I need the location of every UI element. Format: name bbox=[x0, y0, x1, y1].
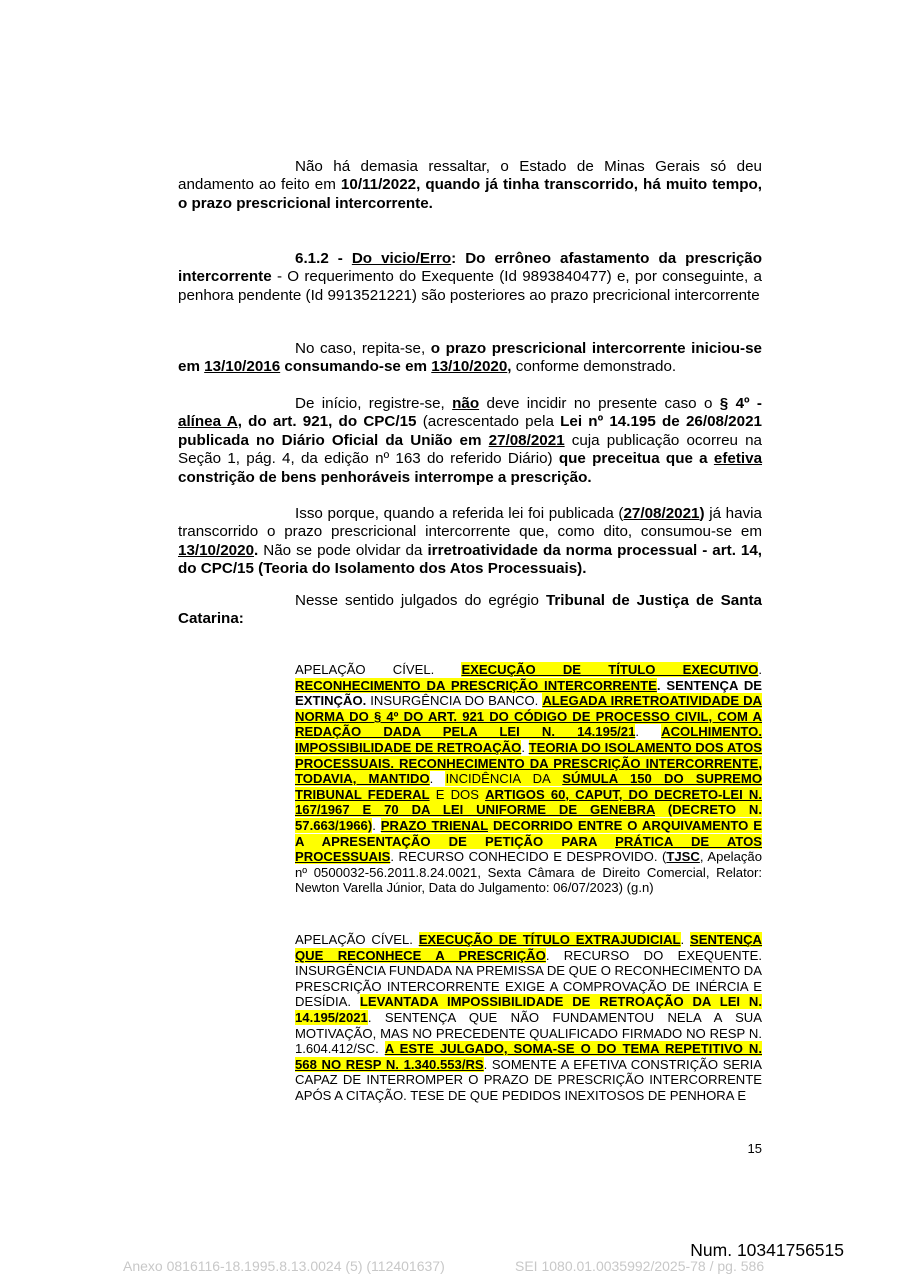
footer-right: SEI 1080.01.0035992/2025-78 / pg. 586 bbox=[515, 1258, 765, 1274]
footer-left: Anexo 0816116-18.1995.8.13.0024 (5) (112401637) bbox=[123, 1258, 445, 1274]
paragraph-5: Isso porque, quando a referida lei foi publicada (27/08/2021) já havia transcorrido o prazo prescricional intercorrente que, como dito, consumou-se em 13/10/2020. Não se pode olvidar da irretroatividade da norma processual - art. 14, do CPC/15 (Teoria do Isolamento dos Atos Processuais). bbox=[178, 505, 763, 578]
case-quote-1: APELAÇÃO CÍVEL. EXECUÇÃO DE TÍTULO EXECUTIVO. RECONHECIMENTO DA PRESCRIÇÃO INTERCORRENTE. SENTENÇA DE EXTINÇÃO. INSURGÊNCIA DO BANCO. ALEGADA IRRETROATIVIDADE DA NORMA DO § 4º DO ART. 921 DO CÓDIGO DE PROCESSO CIVIL, COM A REDAÇÃO DADA PELA LEI N. 14.195/21. ACOLHIMENTO. IMPOSSIBILIDADE DE RETROAÇÃO. TEORIA DO ISOLAMENTO DOS ATOS PROCESSUAIS. RECONHECIMENTO DA PRESCRIÇÃO INTERCORRENTE, TODAVIA, MANTIDO. INCIDÊNCIA DA SÚMULA 150 DO SUPREMO TRIBUNAL FEDERAL E DOS ARTIGOS 60, CAPUT, DO DECRETO-LEI N. 167/1967 E 70 DA LEI UNIFORME DE GENEBRA (DECRETO N. 57.663/1966). PRAZO TRIENAL DECORRIDO ENTRE O ARQUIVAMENTO E A APRESENTAÇÃO DE PETIÇÃO PARA PRÁTICA DE ATOS PROCESSUAIS. RECURSO CONHECIDO E DESPROVIDO. (TJSC, Apelação nº 0500032-56.2011.8.24.0021, Sexta Câmara de Direito Comercial, Relator: Newton Varella Júnior, Data do Julgamento: 06/07/2023) (g.n) bbox=[295, 662, 763, 896]
paragraph-3: No caso, repita-se, o prazo prescricional intercorrente iniciou-se em 13/10/2016 consumando-se em 13/10/2020, conforme demonstrado. bbox=[178, 340, 763, 376]
paragraph-2: 6.1.2 - Do vicio/Erro: Do errôneo afastamento da prescrição intercorrente - O requerimento do Exequente (Id 9893840477) e, por conseguinte, a penhora pendente (Id 9913521221) são posteriores ao prazo precricional intercorrente bbox=[178, 250, 763, 304]
document-number: Num. 10341756515 bbox=[690, 1240, 844, 1260]
paragraph-1: Não há demasia ressaltar, o Estado de Minas Gerais só deu andamento ao feito em 10/11/2022, quando já tinha transcorrido, há muito tempo, o prazo prescricional intercorrente. bbox=[178, 158, 762, 212]
paragraph-6: Nesse sentido julgados do egrégio Tribunal de Justiça de Santa Catarina: bbox=[178, 592, 762, 628]
case-quote-2: APELAÇÃO CÍVEL. EXECUÇÃO DE TÍTULO EXTRAJUDICIAL. SENTENÇA QUE RECONHECE A PRESCRIÇÃO. RECURSO DO EXEQUENTE. INSURGÊNCIA FUNDADA NA PREMISSA DE QUE O RECONHECIMENTO DA PRESCRIÇÃO INTERCORRENTE EXIGE A COMPROVAÇÃO DE INÉRCIA E DESÍDIA. LEVANTADA IMPOSSIBILIDADE DE RETROAÇÃO DA LEI N. 14.195/2021. SENTENÇA QUE NÃO FUNDAMENTOU NELA A SUA MOTIVAÇÃO, MAS NO PRECEDENTE QUALIFICADO FIRMADO NO RESP N. 1.604.412/SC. A ESTE JULGADO, SOMA-SE O DO TEMA REPETITIVO N. 568 NO RESP N. 1.340.553/RS. SOMENTE A EFETIVA CONSTRIÇÃO SERIA CAPAZ DE INTERROMPER O PRAZO DE PRESCRIÇÃO INTERCORRENTE APÓS A CITAÇÃO. TESE DE QUE PEDIDOS INEXITOSOS DE PENHORA E bbox=[295, 932, 763, 1103]
page-number: 15 bbox=[747, 1141, 762, 1156]
paragraph-4: De início, registre-se, não deve incidir no presente caso o § 4º - alínea A, do art. 921, do CPC/15 (acrescentado pela Lei nº 14.195 de 26/08/2021 publicada no Diário Oficial da União em 27/08/2021 cuja publicação ocorreu na Seção 1, pág. 4, da edição nº 163 do referido Diário) que preceitua que a efetiva constrição de bens penhoráveis interrompe a prescrição. bbox=[178, 395, 763, 486]
